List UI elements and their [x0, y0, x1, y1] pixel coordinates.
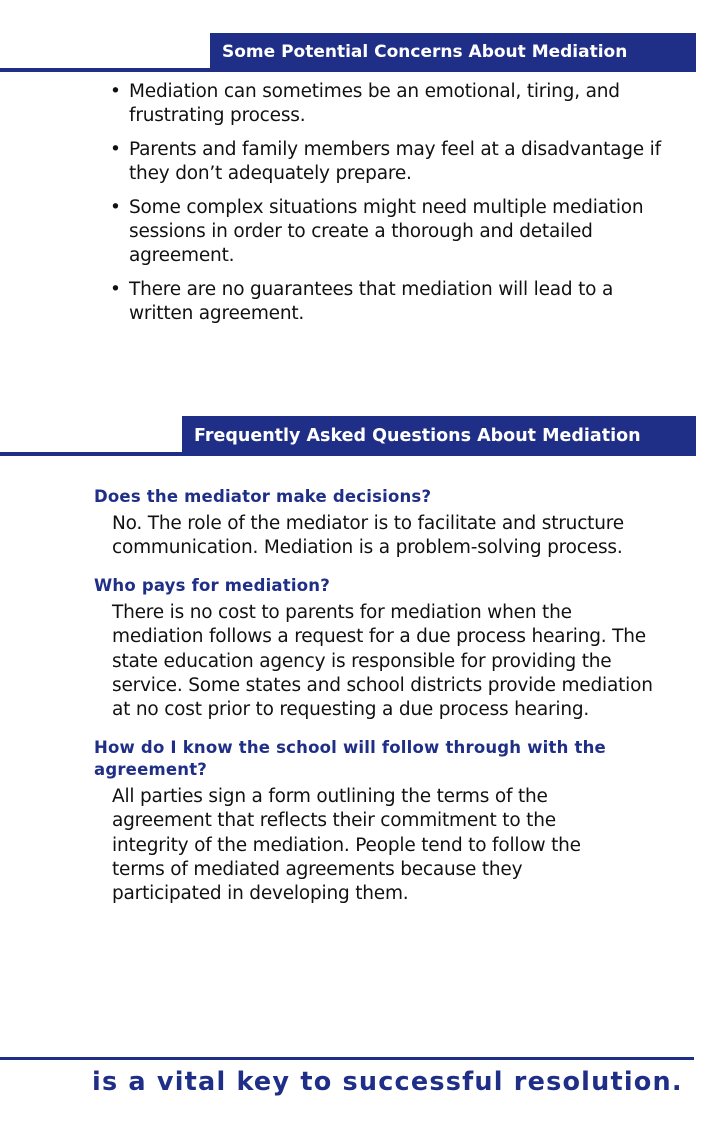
concerns-list-item: [110, 196, 670, 268]
concerns-item-text: Some complex situations might need multiple mediation sessions in order to create a thorough and detailed agreement.: [129, 197, 644, 266]
faq-question: Does the mediator make decisions?: [94, 487, 432, 506]
concerns-item-text: There are no guarantees that mediation will lead to a written agreement.: [129, 279, 614, 324]
faq-item: [94, 575, 664, 723]
concerns-list: [110, 80, 670, 336]
concerns-list-item: [110, 138, 670, 186]
faq-question: How do I know the school will follow through with the agreement?: [94, 737, 606, 779]
concerns-heading: Some Potential Concerns About Mediation: [210, 33, 696, 71]
concerns-item-text: Parents and family members may feel at a disadvantage if they don’t adequately prepare.: [129, 139, 661, 184]
faq-heading: Frequently Asked Questions About Mediation: [182, 416, 696, 456]
bullet-icon: •: [110, 81, 121, 102]
concerns-list-item: [110, 278, 670, 326]
bullet-icon: •: [110, 139, 121, 160]
faq-item: [94, 737, 664, 907]
bullet-icon: •: [110, 279, 121, 300]
faq-item: [94, 486, 664, 561]
faq-question: Who pays for mediation?: [94, 575, 330, 595]
faq-answer: There is no cost to parents for mediation when the mediation follows a request for a due process hearing. The state education agency is responsible for providing the service. Some states and school districts provide mediation at no cost prior to requesting a due process hearing.: [112, 601, 653, 721]
faq-list: [94, 486, 664, 921]
faq-answer: All parties sign a form outlining the terms of the agreement that reflects their commitment to the integrity of the mediation. People tend to follow the terms of mediated agreements because they participated in developing them.: [112, 785, 581, 905]
faq-answer: No. The role of the mediator is to facilitate and structure communication. Mediation is a problem-solving process.: [112, 513, 624, 559]
footer-rule: [0, 1057, 694, 1060]
bullet-icon: •: [110, 197, 121, 218]
footer-tagline: is a vital key to successful resolution.: [92, 1067, 683, 1097]
concerns-item-text: Mediation can sometimes be an emotional, tiring, and frustrating process.: [129, 81, 620, 126]
concerns-list-item: [110, 80, 670, 128]
